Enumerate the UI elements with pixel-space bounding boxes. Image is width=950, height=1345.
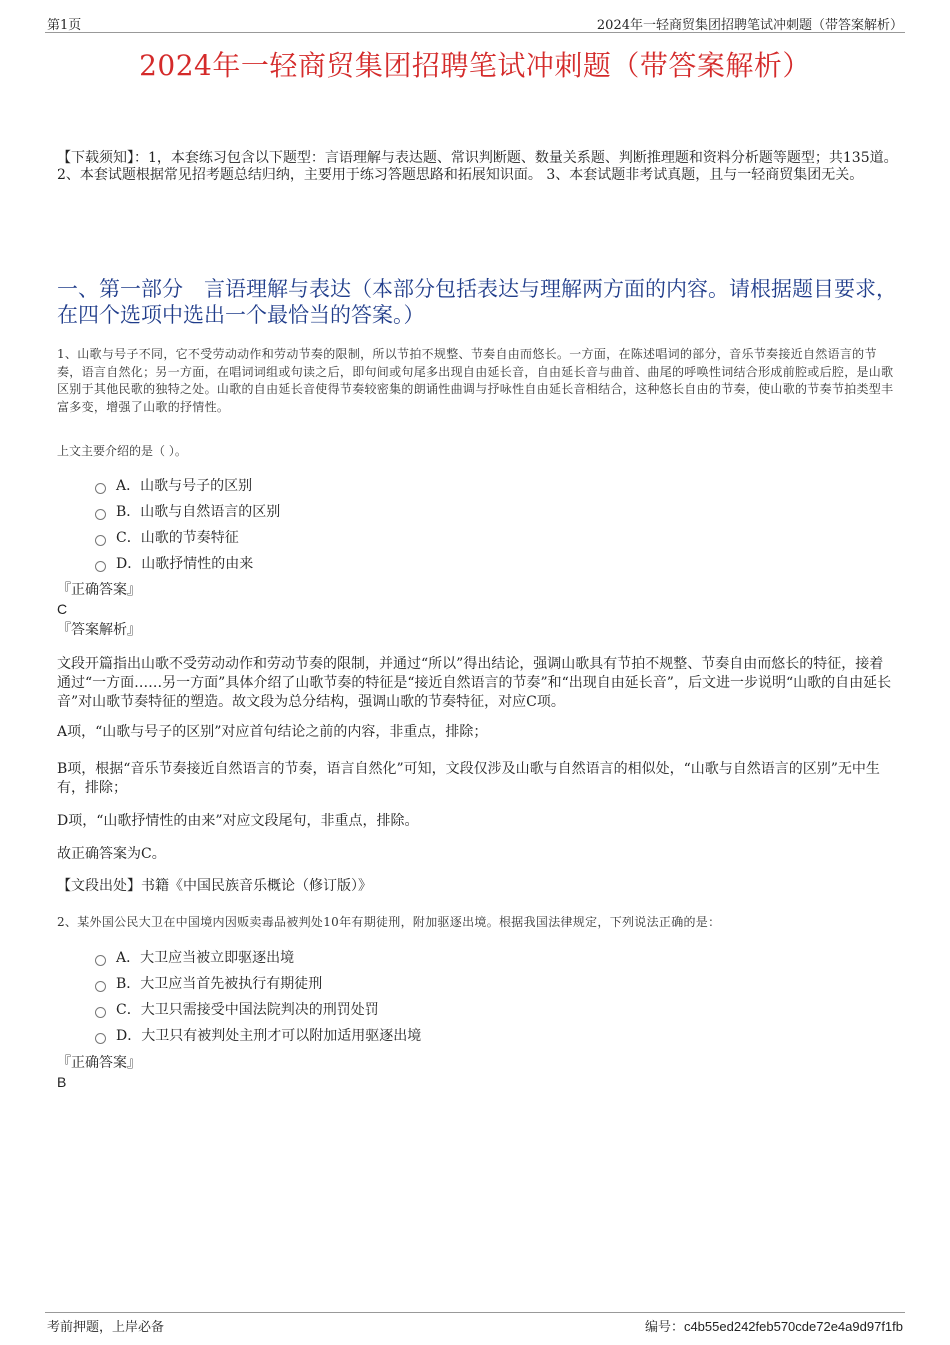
- analysis-label: 『答案解析』: [57, 622, 141, 638]
- question-1-text: 1、山歌与号子不同，它不受劳动动作和劳动节奏的限制，所以节拍不规整、节奏自由而悠长。一方面，在陈述唱词的部分，音乐节奏接近自然语言的节奏，语言自然化；另一方面，在唱词词组或句读之后，即句间或句尾多出现自由延长音，自由延长音与曲首、曲尾的呼唤性词结合形成前腔或后腔，是山歌区别于其他民歌的独特之处。山歌的自由延长音使得节奏较密集的朗诵性曲调与抒咏性自由延长音相结合，这种悠长自由的节奏，使山歌的节奏节拍类型丰富多变，增强了山歌的抒情性。: [57, 347, 894, 414]
- radio-icon[interactable]: [95, 509, 106, 520]
- download-notice: 【下载须知】：1，本套练习包含以下题型：言语理解与表达题、常识判断题、数量关系题、判断推理题和资料分析题等题型；共135道。 2、本套试题根据常见招考题总结归纳，主要用于练习答题思路和拓展知识面。 3、本套试题非考试真题，且与一轻商贸集团无关。: [57, 150, 898, 183]
- option-b[interactable]: B．大卫应当首先被执行有期徒刑: [95, 971, 421, 997]
- section-heading: 一、第一部分 言语理解与表达（本部分包括表达与理解两方面的内容。请根据题目要求，在四个选项中选出一个最恰当的答案。）: [57, 277, 897, 327]
- option-a[interactable]: A．大卫应当被立即驱逐出境: [95, 945, 421, 971]
- radio-icon[interactable]: [95, 483, 106, 494]
- option-b[interactable]: B．山歌与自然语言的区别: [95, 499, 280, 525]
- question-1-answer: [57, 580, 897, 640]
- option-c[interactable]: C．山歌的节奏特征: [95, 525, 280, 551]
- answer-value: C: [57, 601, 68, 617]
- option-d[interactable]: D．大卫只有被判处主刑才可以附加适用驱逐出境: [95, 1023, 421, 1049]
- radio-icon[interactable]: [95, 981, 106, 992]
- analysis-paragraph: B项，根据“音乐节奏接近自然语言的节奏，语言自然化”可知，文段仅涉及山歌与自然语言的相似处，“山歌与自然语言的区别”无中生有，排除；: [57, 761, 880, 796]
- question-2-answer: [57, 1053, 897, 1091]
- analysis-paragraph: 文段开篇指出山歌不受劳动动作和劳动节奏的限制，并通过“所以”得出结论，强调山歌具有节拍不规整、节奏自由而悠长的特征，接着通过“一方面……另一方面”具体介绍了山歌节奏的特征是“接近自然语言的节奏”和“出现自由延长音”，后文进一步说明“山歌的自由延长音”对山歌节奏特征的塑造。故文段为总分结构，强调山歌的节奏特征，对应C项。: [57, 656, 892, 710]
- source-citation: 【文段出处】书籍《中国民族音乐概论（修订版）》: [57, 878, 372, 894]
- page-header: [45, 12, 905, 33]
- question-1-stem: 上文主要介绍的是（ ）。: [57, 444, 187, 458]
- question-1-options: [95, 473, 280, 577]
- analysis-paragraph: A项，“山歌与号子的区别”对应首句结论之前的内容，非重点，排除；: [57, 724, 488, 740]
- question-2-options: [95, 945, 421, 1049]
- radio-icon[interactable]: [95, 561, 106, 572]
- answer-label: 『正确答案』: [57, 1055, 141, 1071]
- radio-icon[interactable]: [95, 1033, 106, 1044]
- radio-icon[interactable]: [95, 955, 106, 966]
- header-doc-title: 2024年一轻商贸集团招聘笔试冲刺题（带答案解析）: [596, 18, 903, 33]
- option-c[interactable]: C．大卫只需接受中国法院判决的刑罚处罚: [95, 997, 421, 1023]
- document-title: 2024年一轻商贸集团招聘笔试冲刺题（带答案解析）: [139, 49, 811, 82]
- analysis-paragraph: D项，“山歌抒情性的由来”对应文段尾句，非重点，排除。: [57, 813, 419, 829]
- answer-value: B: [57, 1074, 67, 1090]
- document-code: 编号：c4b55ed242feb570cde72e4a9d97f1fb: [644, 1319, 903, 1335]
- option-d[interactable]: D．山歌抒情性的由来: [95, 551, 280, 577]
- question-2-text: 2、某外国公民大卫在中国境内因贩卖毒品被判处10年有期徒刑，附加驱逐出境。根据我国法律规定，下列说法正确的是：: [57, 915, 721, 929]
- radio-icon[interactable]: [95, 535, 106, 546]
- radio-icon[interactable]: [95, 1007, 106, 1018]
- page-number: 第1页: [47, 18, 82, 33]
- option-a[interactable]: A．山歌与号子的区别: [95, 473, 280, 499]
- footer-slogan: 考前押题，上岸必备: [47, 1320, 165, 1335]
- analysis-paragraph: 故正确答案为C。: [57, 846, 166, 862]
- page-footer: [45, 1312, 905, 1335]
- answer-label: 『正确答案』: [57, 582, 141, 598]
